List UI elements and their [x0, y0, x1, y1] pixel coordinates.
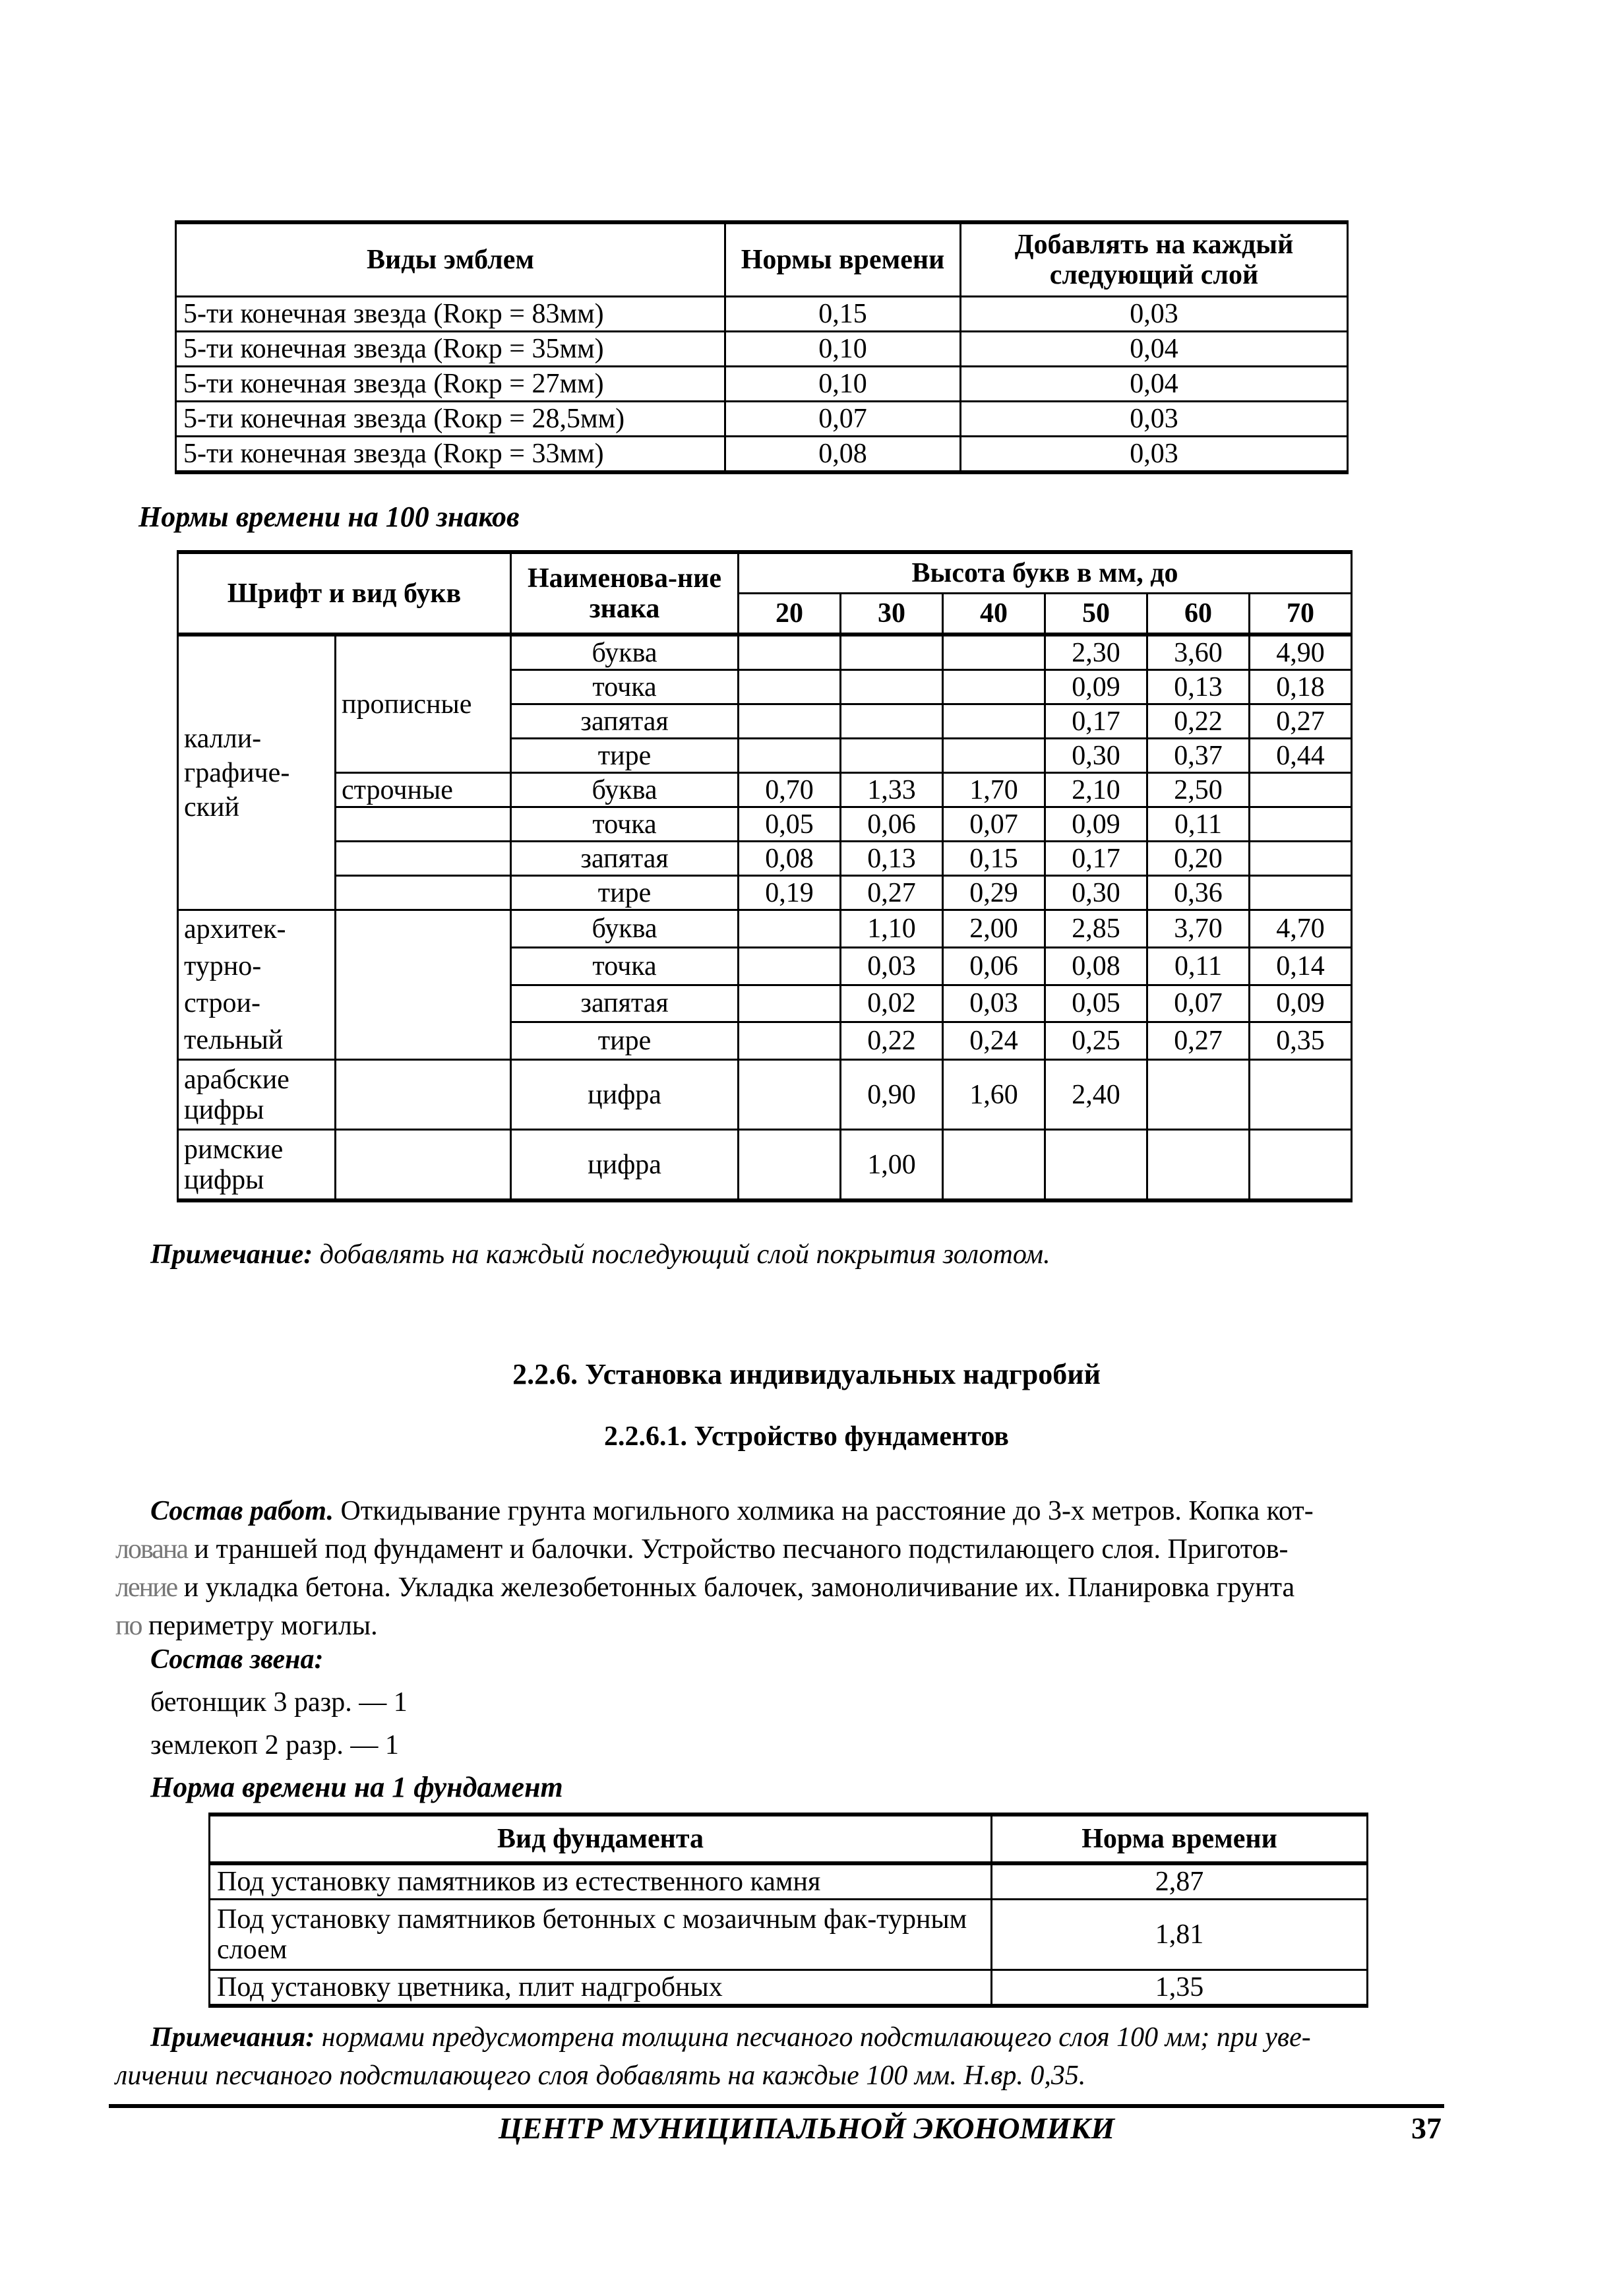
header-height-70: 70 [1250, 594, 1352, 635]
value-cell: 0,09 [1045, 807, 1147, 842]
value-cell [1250, 807, 1352, 842]
sign-name-cell: точка [511, 807, 739, 842]
value-cell: 0,13 [1147, 670, 1250, 704]
value-cell [739, 739, 841, 773]
foundation-note [115, 2018, 1434, 2095]
value-cell: 0,22 [1147, 704, 1250, 739]
value-cell: 2,30 [1045, 635, 1147, 670]
footer-divider [109, 2104, 1444, 2108]
header-height-50: 50 [1045, 594, 1147, 635]
emblem-type-cell: 5-ти конечная звезда (Rокр = 27мм) [176, 367, 725, 402]
value-cell [841, 635, 943, 670]
crew-member: бетонщик 3 разр. — 1 [150, 1687, 408, 1718]
value-cell: 0,11 [1147, 807, 1250, 842]
value-cell: 0,25 [1045, 1022, 1147, 1060]
value-cell: 0,19 [739, 876, 841, 910]
table-row [176, 402, 1348, 437]
paragraph-text: Откидывание грунта могильного холмика на расстояние до 3-х метров. Копка кот- [333, 1496, 1314, 1526]
value-cell: 0,29 [943, 876, 1045, 910]
table-row [210, 1863, 1368, 1900]
value-cell: 0,05 [739, 807, 841, 842]
page-number: 37 [1411, 2111, 1442, 2145]
emblem-type-cell: 5-ти конечная звезда (Rокр = 83мм) [176, 297, 725, 332]
table-row [178, 842, 1352, 876]
paragraph-line [115, 1530, 1431, 1568]
sign-name-cell: точка [511, 947, 739, 985]
value-cell: 0,08 [1045, 947, 1147, 985]
note-label: Примечания: [150, 2022, 315, 2053]
value-cell: 1,10 [841, 910, 943, 948]
value-cell [739, 910, 841, 948]
signs-norms-table [177, 550, 1353, 1202]
emblem-norms-table [175, 220, 1349, 474]
value-cell: 0,09 [1250, 985, 1352, 1022]
subsection-heading: 2.2.6.1. Устройство фундаментов [604, 1421, 1009, 1452]
signs-note [150, 1239, 1050, 1270]
value-cell: 0,05 [1045, 985, 1147, 1022]
value-cell [943, 739, 1045, 773]
time-norm-cell: 1,81 [992, 1900, 1368, 1970]
add-layer-cell: 0,03 [961, 437, 1348, 473]
crew-label: Состав звена: [150, 1644, 324, 1675]
note-line: личении песчаного подстилающего слоя добавлять на каждые 100 мм. Н.вр. 0,35. [115, 2061, 1086, 2091]
group-roman-numerals: римские цифры [178, 1130, 336, 1201]
header-height-40: 40 [943, 594, 1045, 635]
value-cell: 0,24 [943, 1022, 1045, 1060]
note-text: нормами предусмотрена толщина песчаного подстилающего слоя 100 мм; при уве- [315, 2022, 1311, 2053]
paragraph-text: и траншей под фундамент и балочки. Устройство песчаного подстилающего слоя. Приготов- [187, 1534, 1289, 1565]
footer-title: ЦЕНТР МУНИЦИПАЛЬНОЙ ЭКОНОМИКИ [498, 2111, 1115, 2145]
value-cell: 0,22 [841, 1022, 943, 1060]
value-cell: 1,33 [841, 773, 943, 807]
value-cell: 0,09 [1045, 670, 1147, 704]
value-cell: 0,30 [1045, 876, 1147, 910]
sign-name-cell: цифра [511, 1060, 739, 1130]
table-row [178, 876, 1352, 910]
value-cell [1045, 1130, 1147, 1201]
value-cell: 0,07 [1147, 985, 1250, 1022]
empty-subgroup-cell [336, 807, 511, 842]
value-cell: 0,44 [1250, 739, 1352, 773]
value-cell: 4,70 [1250, 910, 1352, 948]
value-cell [739, 1060, 841, 1130]
group-architectural: архитек-турно-строи-тельный [178, 910, 336, 1060]
time-norm-cell: 0,15 [725, 297, 961, 332]
work-composition-label: Состав работ. [150, 1496, 334, 1526]
foundation-type-cell: Под установку памятников бетонных с мозаичным фак-турным слоем [210, 1900, 992, 1970]
empty-subgroup-cell [336, 1130, 511, 1201]
header-height-20: 20 [739, 594, 841, 635]
foundation-table-caption: Норма времени на 1 фундамент [150, 1771, 563, 1803]
value-cell: 0,14 [1250, 947, 1352, 985]
value-cell: 0,35 [1250, 1022, 1352, 1060]
value-cell: 0,03 [943, 985, 1045, 1022]
time-norm-cell: 0,07 [725, 402, 961, 437]
value-cell: 2,50 [1147, 773, 1250, 807]
group-arabic-numerals: арабские цифры [178, 1060, 336, 1130]
value-cell [739, 1022, 841, 1060]
subgroup-lowercase: строчные [336, 773, 511, 807]
add-layer-cell: 0,04 [961, 332, 1348, 367]
note-label: Примечание: [150, 1239, 313, 1270]
empty-subgroup-cell [336, 876, 511, 910]
time-norm-cell: 0,08 [725, 437, 961, 473]
header-time-norm: Норма времени [992, 1815, 1368, 1863]
empty-subgroup-cell [336, 1060, 511, 1130]
note-text: добавлять на каждый последующий слой покрытия золотом. [313, 1239, 1050, 1270]
value-cell [1250, 1130, 1352, 1201]
damaged-text: по [115, 1611, 142, 1641]
time-norm-cell: 1,35 [992, 1970, 1368, 2006]
crew-member: землекоп 2 разр. — 1 [150, 1730, 399, 1760]
value-cell: 0,70 [739, 773, 841, 807]
value-cell: 0,15 [943, 842, 1045, 876]
value-cell [841, 704, 943, 739]
value-cell: 0,08 [739, 842, 841, 876]
value-cell [739, 635, 841, 670]
value-cell: 0,18 [1250, 670, 1352, 704]
value-cell [1147, 1060, 1250, 1130]
sign-name-cell: запятая [511, 985, 739, 1022]
paragraph-line [115, 1607, 1431, 1645]
table-row [178, 635, 1352, 670]
value-cell [841, 739, 943, 773]
sign-name-cell: буква [511, 773, 739, 807]
header-height-60: 60 [1147, 594, 1250, 635]
sign-name-cell: буква [511, 635, 739, 670]
sign-name-cell: буква [511, 910, 739, 948]
signs-table-caption: Нормы времени на 100 знаков [138, 501, 520, 533]
value-cell: 1,60 [943, 1060, 1045, 1130]
value-cell: 1,70 [943, 773, 1045, 807]
value-cell [943, 670, 1045, 704]
value-cell: 0,27 [1250, 704, 1352, 739]
value-cell [739, 670, 841, 704]
section-heading: 2.2.6. Установка индивидуальных надгробий [512, 1358, 1101, 1390]
subgroup-uppercase: прописные [336, 635, 511, 773]
table-row [176, 297, 1348, 332]
work-composition-paragraph [115, 1492, 1431, 1645]
value-cell: 0,02 [841, 985, 943, 1022]
header-sign-name: Наименова-ние знака [511, 552, 739, 635]
value-cell [739, 704, 841, 739]
paragraph-text: периметру могилы. [141, 1611, 378, 1641]
time-norm-cell: 0,10 [725, 367, 961, 402]
value-cell: 0,27 [841, 876, 943, 910]
table-row [178, 1130, 1352, 1201]
empty-subgroup-cell [336, 842, 511, 876]
foundation-norms-table [208, 1813, 1368, 2008]
value-cell [1147, 1130, 1250, 1201]
add-layer-cell: 0,03 [961, 297, 1348, 332]
emblem-type-cell: 5-ти конечная звезда (Rокр = 33мм) [176, 437, 725, 473]
table-row [176, 367, 1348, 402]
table-row [176, 437, 1348, 473]
foundation-type-cell: Под установку памятников из естественного камня [210, 1863, 992, 1900]
group-calligraphic: калли-графиче-ский [178, 635, 336, 910]
paragraph-line [115, 1568, 1431, 1607]
value-cell: 0,17 [1045, 842, 1147, 876]
add-layer-cell: 0,04 [961, 367, 1348, 402]
emblem-type-cell: 5-ти конечная звезда (Rокр = 28,5мм) [176, 402, 725, 437]
header-font-type: Шрифт и вид букв [178, 552, 511, 635]
value-cell: 3,60 [1147, 635, 1250, 670]
value-cell [1250, 842, 1352, 876]
paragraph-text: и укладка бетона. Укладка железобетонных балочек, замоноличивание их. Планировка грунта [177, 1572, 1295, 1603]
time-norm-cell: 2,87 [992, 1863, 1368, 1900]
damaged-text: лована [115, 1534, 187, 1565]
sign-name-cell: тире [511, 876, 739, 910]
value-cell: 2,10 [1045, 773, 1147, 807]
sign-name-cell: цифра [511, 1130, 739, 1201]
value-cell: 0,11 [1147, 947, 1250, 985]
value-cell: 0,07 [943, 807, 1045, 842]
value-cell: 0,06 [943, 947, 1045, 985]
header-time-norm: Нормы времени [725, 222, 961, 297]
header-letter-height: Высота букв в мм, до [739, 552, 1352, 594]
value-cell: 4,90 [1250, 635, 1352, 670]
value-cell [739, 1130, 841, 1201]
sign-name-cell: запятая [511, 704, 739, 739]
value-cell [841, 670, 943, 704]
table-row [210, 1900, 1368, 1970]
header-emblem-type: Виды эмблем [176, 222, 725, 297]
value-cell: 0,90 [841, 1060, 943, 1130]
value-cell: 3,70 [1147, 910, 1250, 948]
sign-name-cell: точка [511, 670, 739, 704]
value-cell: 1,00 [841, 1130, 943, 1201]
value-cell: 0,06 [841, 807, 943, 842]
value-cell: 0,20 [1147, 842, 1250, 876]
damaged-text: ление [115, 1572, 177, 1603]
value-cell: 2,00 [943, 910, 1045, 948]
value-cell [943, 704, 1045, 739]
value-cell: 0,37 [1147, 739, 1250, 773]
value-cell [943, 1130, 1045, 1201]
value-cell [1250, 1060, 1352, 1130]
table-row [176, 332, 1348, 367]
table-row [210, 1970, 1368, 2006]
add-layer-cell: 0,03 [961, 402, 1348, 437]
value-cell: 2,40 [1045, 1060, 1147, 1130]
table-row [178, 773, 1352, 807]
value-cell [739, 985, 841, 1022]
value-cell: 0,30 [1045, 739, 1147, 773]
value-cell: 2,85 [1045, 910, 1147, 948]
empty-subgroup-cell [336, 910, 511, 1060]
foundation-type-cell: Под установку цветника, плит надгробных [210, 1970, 992, 2006]
value-cell: 0,13 [841, 842, 943, 876]
value-cell: 0,27 [1147, 1022, 1250, 1060]
value-cell: 0,03 [841, 947, 943, 985]
table-row [178, 1060, 1352, 1130]
value-cell [1250, 773, 1352, 807]
sign-name-cell: тире [511, 739, 739, 773]
value-cell [1250, 876, 1352, 910]
note-line [115, 2018, 1434, 2057]
emblem-type-cell: 5-ти конечная звезда (Rокр = 35мм) [176, 332, 725, 367]
header-foundation-type: Вид фундамента [210, 1815, 992, 1863]
header-height-30: 30 [841, 594, 943, 635]
table-row [178, 807, 1352, 842]
time-norm-cell: 0,10 [725, 332, 961, 367]
value-cell: 0,36 [1147, 876, 1250, 910]
sign-name-cell: запятая [511, 842, 739, 876]
paragraph-line [115, 1492, 1431, 1530]
header-add-layer: Добавлять на каждый следующий слой [961, 222, 1348, 297]
value-cell [943, 635, 1045, 670]
table-row [178, 910, 1352, 948]
sign-name-cell: тире [511, 1022, 739, 1060]
value-cell [739, 947, 841, 985]
value-cell: 0,17 [1045, 704, 1147, 739]
